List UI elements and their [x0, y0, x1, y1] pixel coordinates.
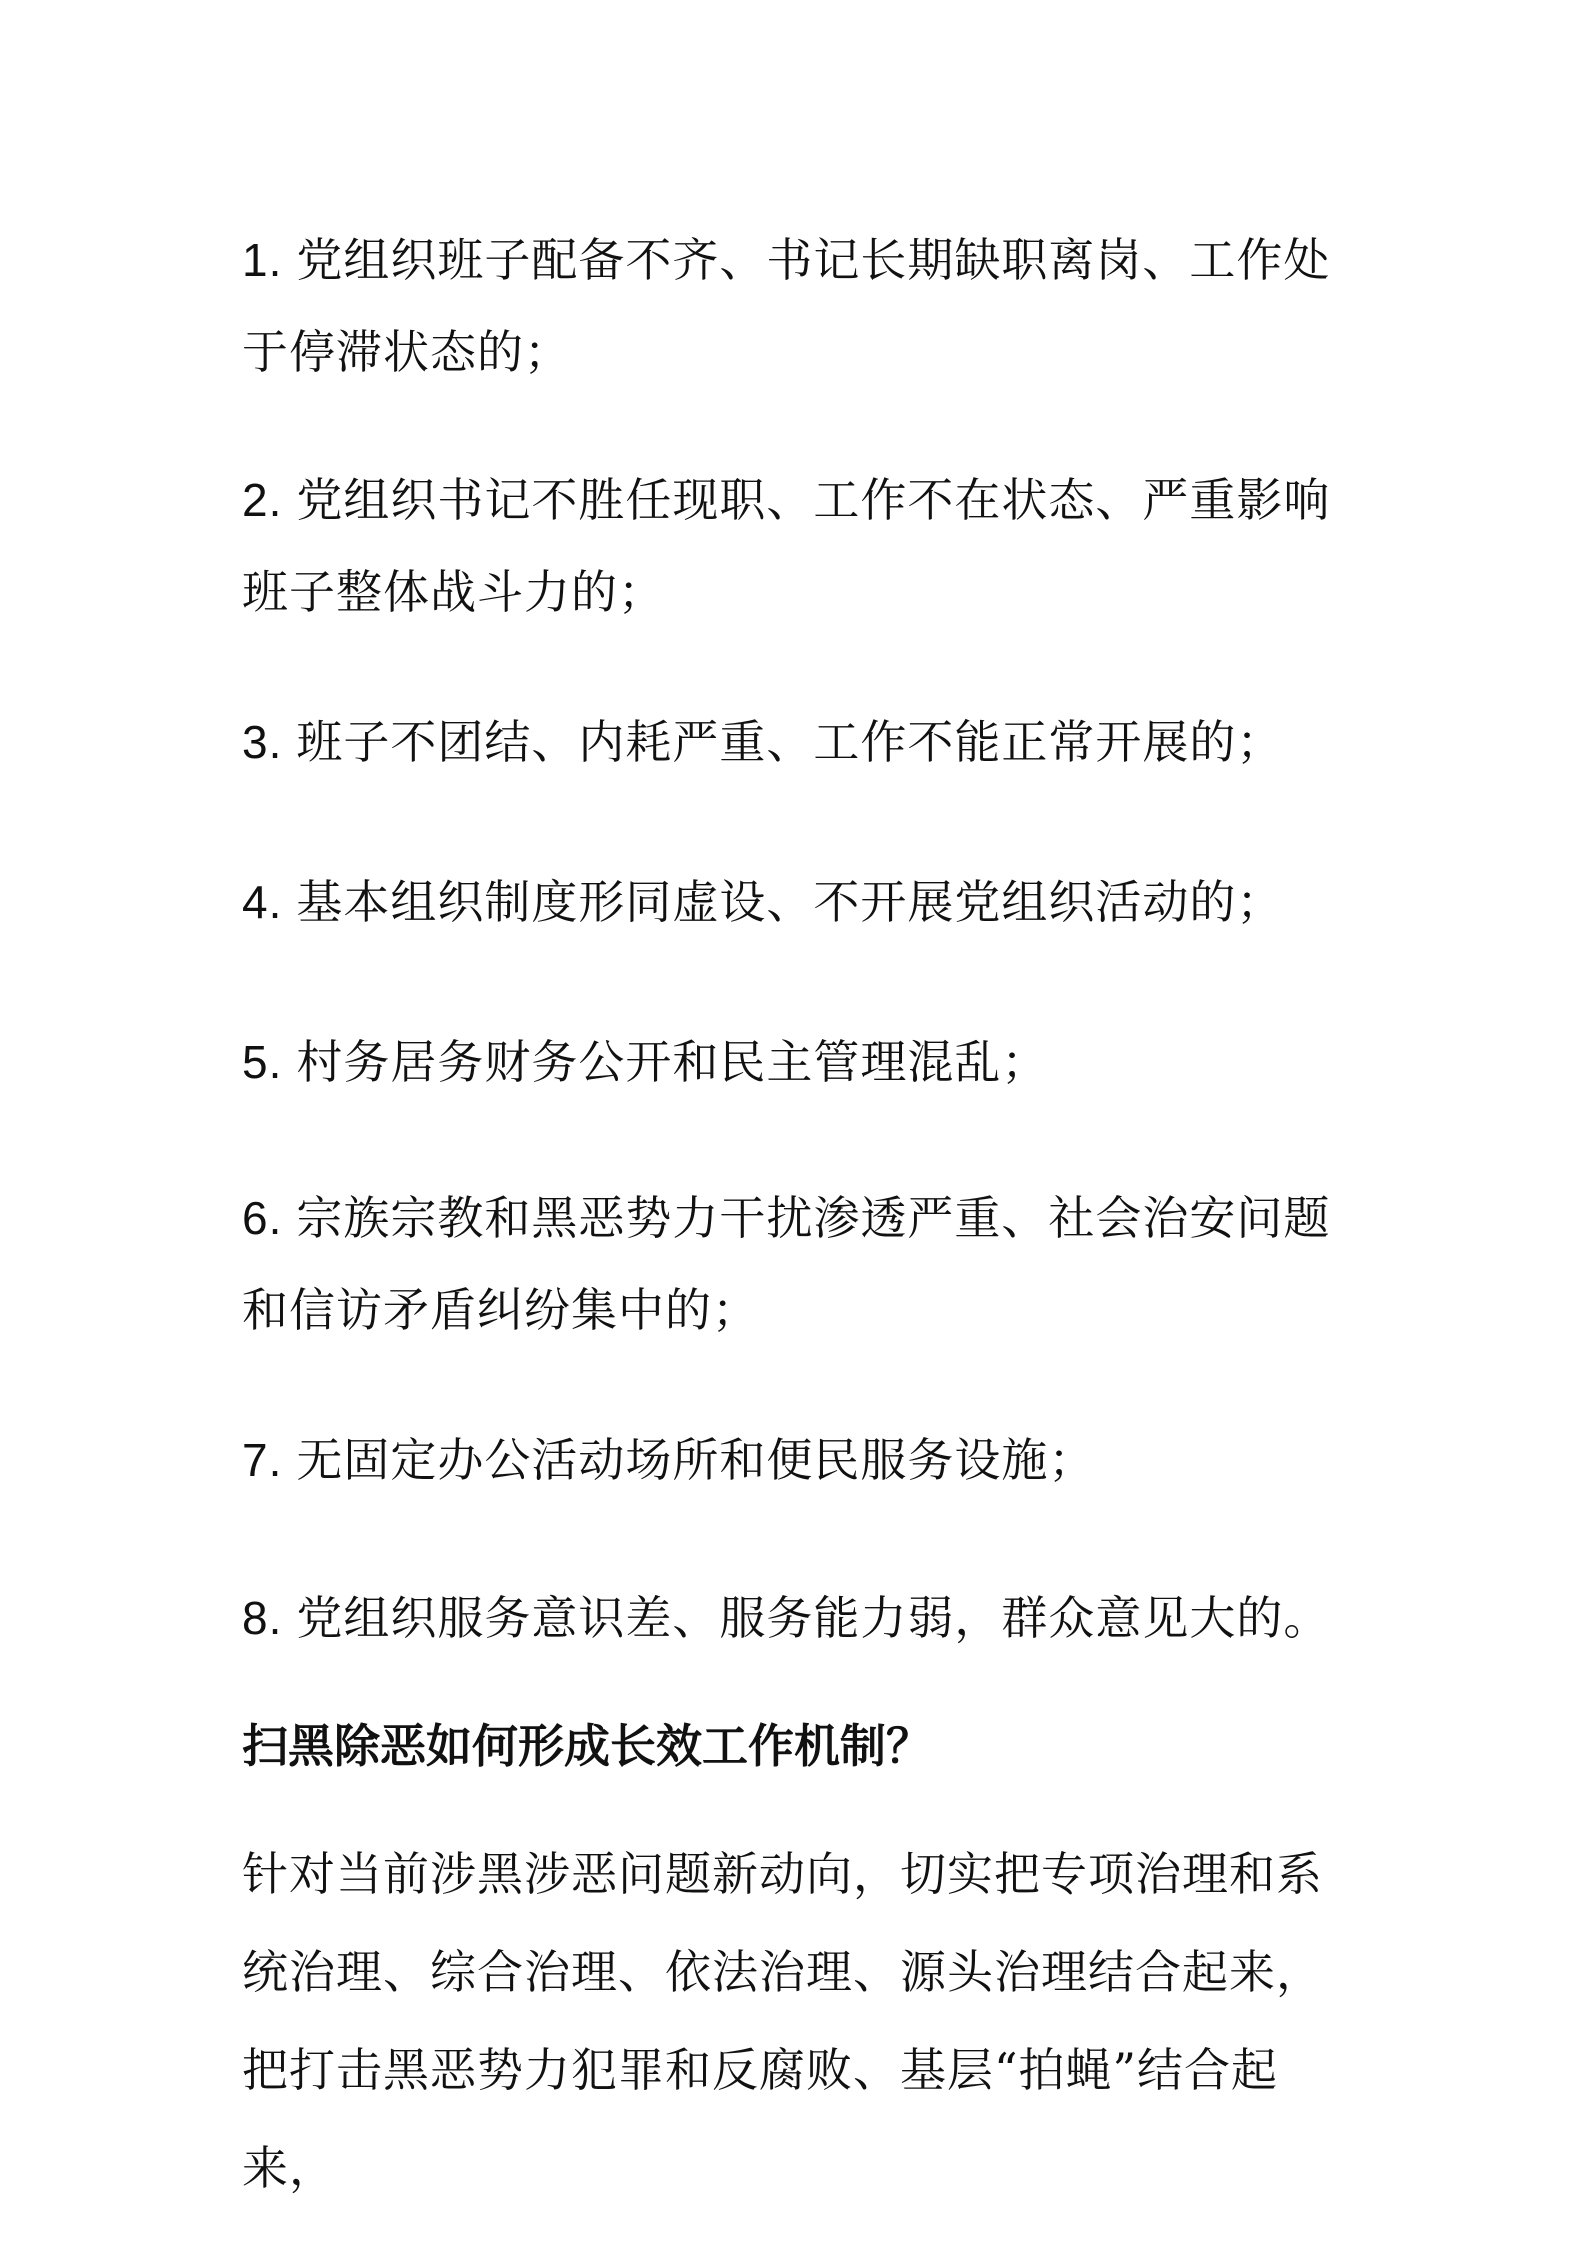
list-item-3 [242, 696, 1362, 788]
list-item-1 [242, 214, 1362, 398]
list-item-4 [242, 856, 1362, 948]
list-text: 党组织服务意识差、服务能力弱，群众意见大的。 [296, 1591, 1331, 1645]
list-number: 1. [242, 234, 283, 286]
list-item-5 [242, 1016, 1362, 1108]
list-number: 2. [242, 474, 283, 526]
list-text: 宗族宗教和黑恶势力干扰渗透严重、社会治安问题和信访矛盾纠纷集中的； [242, 1191, 1331, 1337]
list-text: 无固定办公活动场所和便民服务设施； [296, 1433, 1096, 1487]
list-text: 党组织书记不胜任现职、工作不在状态、严重影响班子整体战斗力的； [242, 473, 1331, 619]
list-text: 班子不团结、内耗严重、工作不能正常开展的； [296, 715, 1284, 769]
section-heading: 扫黑除恶如何形成长效工作机制？ [242, 1719, 932, 1773]
list-item-7 [242, 1414, 1362, 1506]
list-number: 7. [242, 1434, 283, 1486]
list-number: 8. [242, 1592, 283, 1644]
list-item-8 [242, 1572, 1362, 1664]
list-number: 3. [242, 716, 283, 768]
body-paragraph: 针对当前涉黑涉恶问题新动向，切实把专项治理和系统治理、综合治理、依法治理、源头治理结合起来，把打击黑恶势力犯罪和反腐败、基层“拍蝇”结合起来， [242, 1847, 1323, 2195]
list-number: 5. [242, 1036, 283, 1088]
list-text: 村务居务财务公开和民主管理混乱； [296, 1035, 1049, 1089]
list-number: 6. [242, 1192, 283, 1244]
list-text: 基本组织制度形同虚设、不开展党组织活动的； [296, 875, 1284, 929]
list-item-6 [242, 1172, 1362, 1356]
list-number: 4. [242, 876, 283, 928]
list-text: 党组织班子配备不齐、书记长期缺职离岗、工作处于停滞状态的； [242, 233, 1331, 379]
list-item-2 [242, 454, 1362, 638]
